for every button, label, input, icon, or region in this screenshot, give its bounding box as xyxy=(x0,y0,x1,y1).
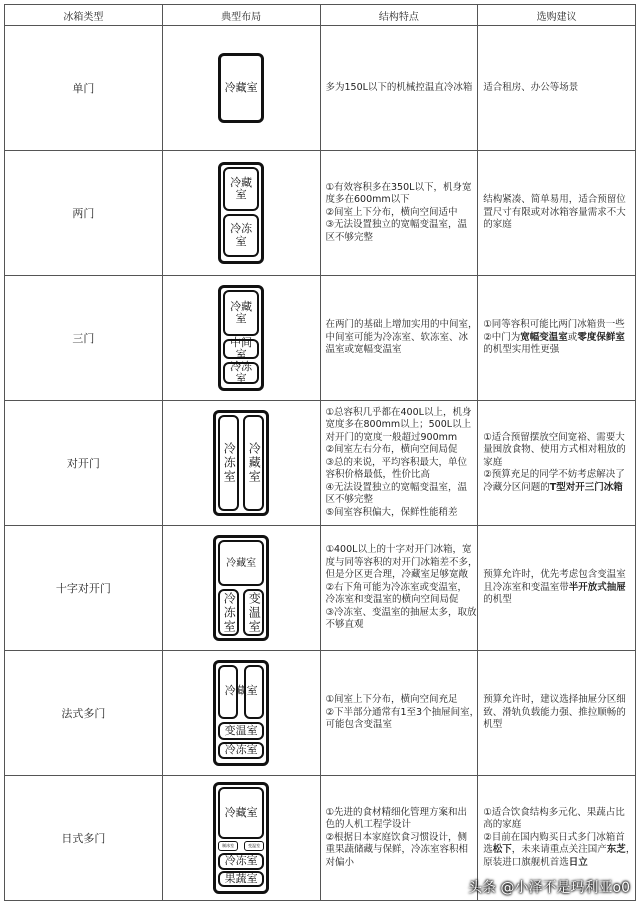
feature-line: 区不够完整 xyxy=(325,231,374,243)
header-row xyxy=(5,5,636,26)
feature-line: 多为150L以下的机械控温直冷冰箱 xyxy=(325,81,473,93)
advice-line: 原装进口旗舰机首选日立 xyxy=(483,856,588,868)
fridge-type: 法式多门 xyxy=(5,651,163,776)
advice-line: 且冷冻室和变温室带半开放式抽屉 xyxy=(483,581,626,593)
advice-cell xyxy=(478,526,636,651)
feature-line: 容积价格最低，性价比高 xyxy=(325,469,431,481)
feature-line: 不够直观 xyxy=(325,619,364,631)
compartment: 制冰室 xyxy=(218,841,238,851)
compartment: 冷冻室 xyxy=(218,589,239,636)
fridge-type: 三门 xyxy=(5,276,163,401)
fridge-type: 日式多门 xyxy=(5,776,163,901)
compartment: 冷藏室 xyxy=(223,167,259,211)
layout-cell xyxy=(162,651,320,776)
advice-line: 适合租房、办公等场景 xyxy=(483,81,579,93)
table-row xyxy=(5,151,636,276)
fridge-type: 两门 xyxy=(5,151,163,276)
feature-line: 但是分区更合理，冷藏室足够宽敞 xyxy=(325,569,469,581)
advice-line: ①同等容积可能比两门冰箱贵一些 xyxy=(483,319,625,331)
advice-line: 量囤放食物、使用方式相对粗放的 xyxy=(483,444,626,456)
feature-line: ②间室左右分布，横向空间局促 xyxy=(325,444,458,456)
advice-line: ①适合饮食结构多元化、果蔬占比 xyxy=(483,806,625,818)
features-cell xyxy=(320,276,478,401)
header-type: 冰箱类型 xyxy=(5,5,163,26)
compartment: 冷藏室 xyxy=(224,683,258,697)
feature-line: ③总的来说，平均容积最大，单位 xyxy=(325,456,468,468)
compartment: 冷藏室 xyxy=(223,290,259,336)
watermark: 头条 @小泽不是玛利亚o0 xyxy=(468,880,630,896)
table-row xyxy=(5,526,636,651)
advice-line: ①适合预留摆放空间宽裕、需要大 xyxy=(483,431,625,443)
feature-line: 度与同等容积的对开门冰箱差不多， xyxy=(325,556,478,568)
feature-line: ③冷冻室、变温室的抽屉太多，取放 xyxy=(325,606,477,618)
feature-line: ①400L以上的十字对开门冰箱，宽 xyxy=(325,544,472,556)
compartment: 冷冻室 xyxy=(223,362,259,384)
compartment: 冷藏室 xyxy=(224,80,258,94)
compartment: 冷冻室 xyxy=(218,853,264,870)
feature-line: ④无法设置独立的宽幅变温室，温 xyxy=(325,481,468,493)
layout-cell xyxy=(162,276,320,401)
advice-line: ②目前在国内购买日式多门冰箱首 xyxy=(483,831,625,843)
advice-line: 高的家庭 xyxy=(483,819,522,831)
feature-line: ②间室上下分布，横向空间适中 xyxy=(325,206,458,218)
advice-line: 家庭 xyxy=(483,456,503,468)
advice-cell xyxy=(478,651,636,776)
feature-line: 宽度多在800mm以上；500L以上 xyxy=(325,419,472,431)
fridge-diagram xyxy=(213,535,269,641)
fridge-comparison-table xyxy=(4,4,636,901)
compartment: 冷冻室 xyxy=(223,214,259,257)
advice-line: 选松下，未来请重点关注国产东芝， xyxy=(483,844,636,856)
features-cell xyxy=(320,401,478,526)
table-row xyxy=(5,401,636,526)
advice-line: 结构紧凑、简单易用，适合预留位 xyxy=(483,194,626,206)
advice-line: ②中门为宽幅变温室或零度保鲜室 xyxy=(483,331,625,343)
compartment: 冷冻室 xyxy=(218,415,239,511)
feature-line: ①间室上下分布，横向空间充足 xyxy=(325,694,458,706)
feature-line: ②右下角可能为冷冻室或变温室， xyxy=(325,581,468,593)
feature-line: ①有效容积多在350L以下，机身宽 xyxy=(325,181,472,193)
feature-line: ①先进的食材精细化管理方案和出 xyxy=(325,806,468,818)
features-cell xyxy=(320,526,478,651)
compartment: 冷藏室 xyxy=(243,415,264,511)
feature-line: 中间室可能为冷冻室、软冻室、冰 xyxy=(325,331,469,343)
header-layout: 典型布局 xyxy=(162,5,320,26)
feature-line: 在两门的基础上增加实用的中间室， xyxy=(325,319,478,331)
advice-cell xyxy=(478,276,636,401)
feature-line: ⑤间室容积偏大，保鲜性能稍差 xyxy=(325,506,458,518)
features-cell xyxy=(320,151,478,276)
advice-line: 的机型 xyxy=(483,594,512,606)
advice-line: 预算允许时，建议选择抽屉分区细 xyxy=(483,694,626,706)
feature-line: ②根据日本家庭饮食习惯设计，侧 xyxy=(325,831,468,843)
advice-line: 冷藏分区问题的T型对开三门冰箱 xyxy=(483,481,623,493)
compartment: 冷藏室 xyxy=(218,787,264,839)
features-cell xyxy=(320,651,478,776)
compartment: 冷藏室 xyxy=(218,540,264,586)
feature-line: 对偏小 xyxy=(325,856,355,868)
table-row xyxy=(5,26,636,151)
advice-cell xyxy=(478,26,636,151)
feature-line: 色的人机工程学设计 xyxy=(325,819,412,831)
header-advice: 选购建议 xyxy=(478,5,636,26)
features-cell xyxy=(320,776,478,901)
feature-line: 重果蔬储藏与保鲜，冷冻室容积相 xyxy=(325,844,469,856)
feature-line: ②下半部分通常有1至3个抽屉间室， xyxy=(325,706,480,718)
features-cell xyxy=(320,26,478,151)
fridge-diagram xyxy=(218,53,264,123)
fridge-diagram xyxy=(213,410,269,516)
advice-line: 置尺寸有限或对冰箱容量需求不大 xyxy=(483,206,626,218)
fridge-diagram xyxy=(218,285,264,391)
fridge-diagram xyxy=(218,162,264,264)
advice-line: 致、滑轨负载能力强、推拉顺畅的 xyxy=(483,706,626,718)
compartment: 冷冻室 xyxy=(218,742,264,759)
feature-line: ③无法设置独立的宽幅变温室，温 xyxy=(325,219,468,231)
feature-line: 对开门的宽度一般超过900mm xyxy=(325,431,458,443)
compartment: 变温室 xyxy=(243,589,264,636)
advice-cell xyxy=(478,151,636,276)
feature-line: 区不够完整 xyxy=(325,494,374,506)
advice-line: 的家庭 xyxy=(483,219,512,231)
fridge-type: 十字对开门 xyxy=(5,526,163,651)
layout-cell xyxy=(162,26,320,151)
compartment: 中间室 xyxy=(223,339,259,359)
advice-line: 预算允许时，优先考虑包含变温室 xyxy=(483,569,626,581)
feature-line: 温室或宽幅变温室 xyxy=(325,344,402,356)
header-features: 结构特点 xyxy=(320,5,478,26)
fridge-type: 单门 xyxy=(5,26,163,151)
table-row xyxy=(5,651,636,776)
advice-line: 的机型实用性更强 xyxy=(483,344,560,356)
feature-line: 可能包含变温室 xyxy=(325,719,393,731)
layout-cell xyxy=(162,526,320,651)
advice-cell xyxy=(478,401,636,526)
feature-line: 冷冻室和变温室的横向空间局促 xyxy=(325,594,459,606)
advice-line: ②预算充足的同学不妨考虑解决了 xyxy=(483,469,625,481)
layout-cell xyxy=(162,151,320,276)
compartment: 果蔬室 xyxy=(218,871,264,887)
advice-line: 机型 xyxy=(483,719,503,731)
feature-line: ①总容积几乎都在400L以上，机身 xyxy=(325,406,472,418)
feature-line: 度多在600mm以下 xyxy=(325,194,410,206)
table-row xyxy=(5,276,636,401)
fridge-diagram xyxy=(213,782,269,894)
layout-cell xyxy=(162,401,320,526)
fridge-diagram xyxy=(213,660,269,766)
layout-cell xyxy=(162,776,320,901)
compartment: 变温室 xyxy=(244,841,264,851)
fridge-type: 对开门 xyxy=(5,401,163,526)
compartment: 变温室 xyxy=(218,722,264,740)
